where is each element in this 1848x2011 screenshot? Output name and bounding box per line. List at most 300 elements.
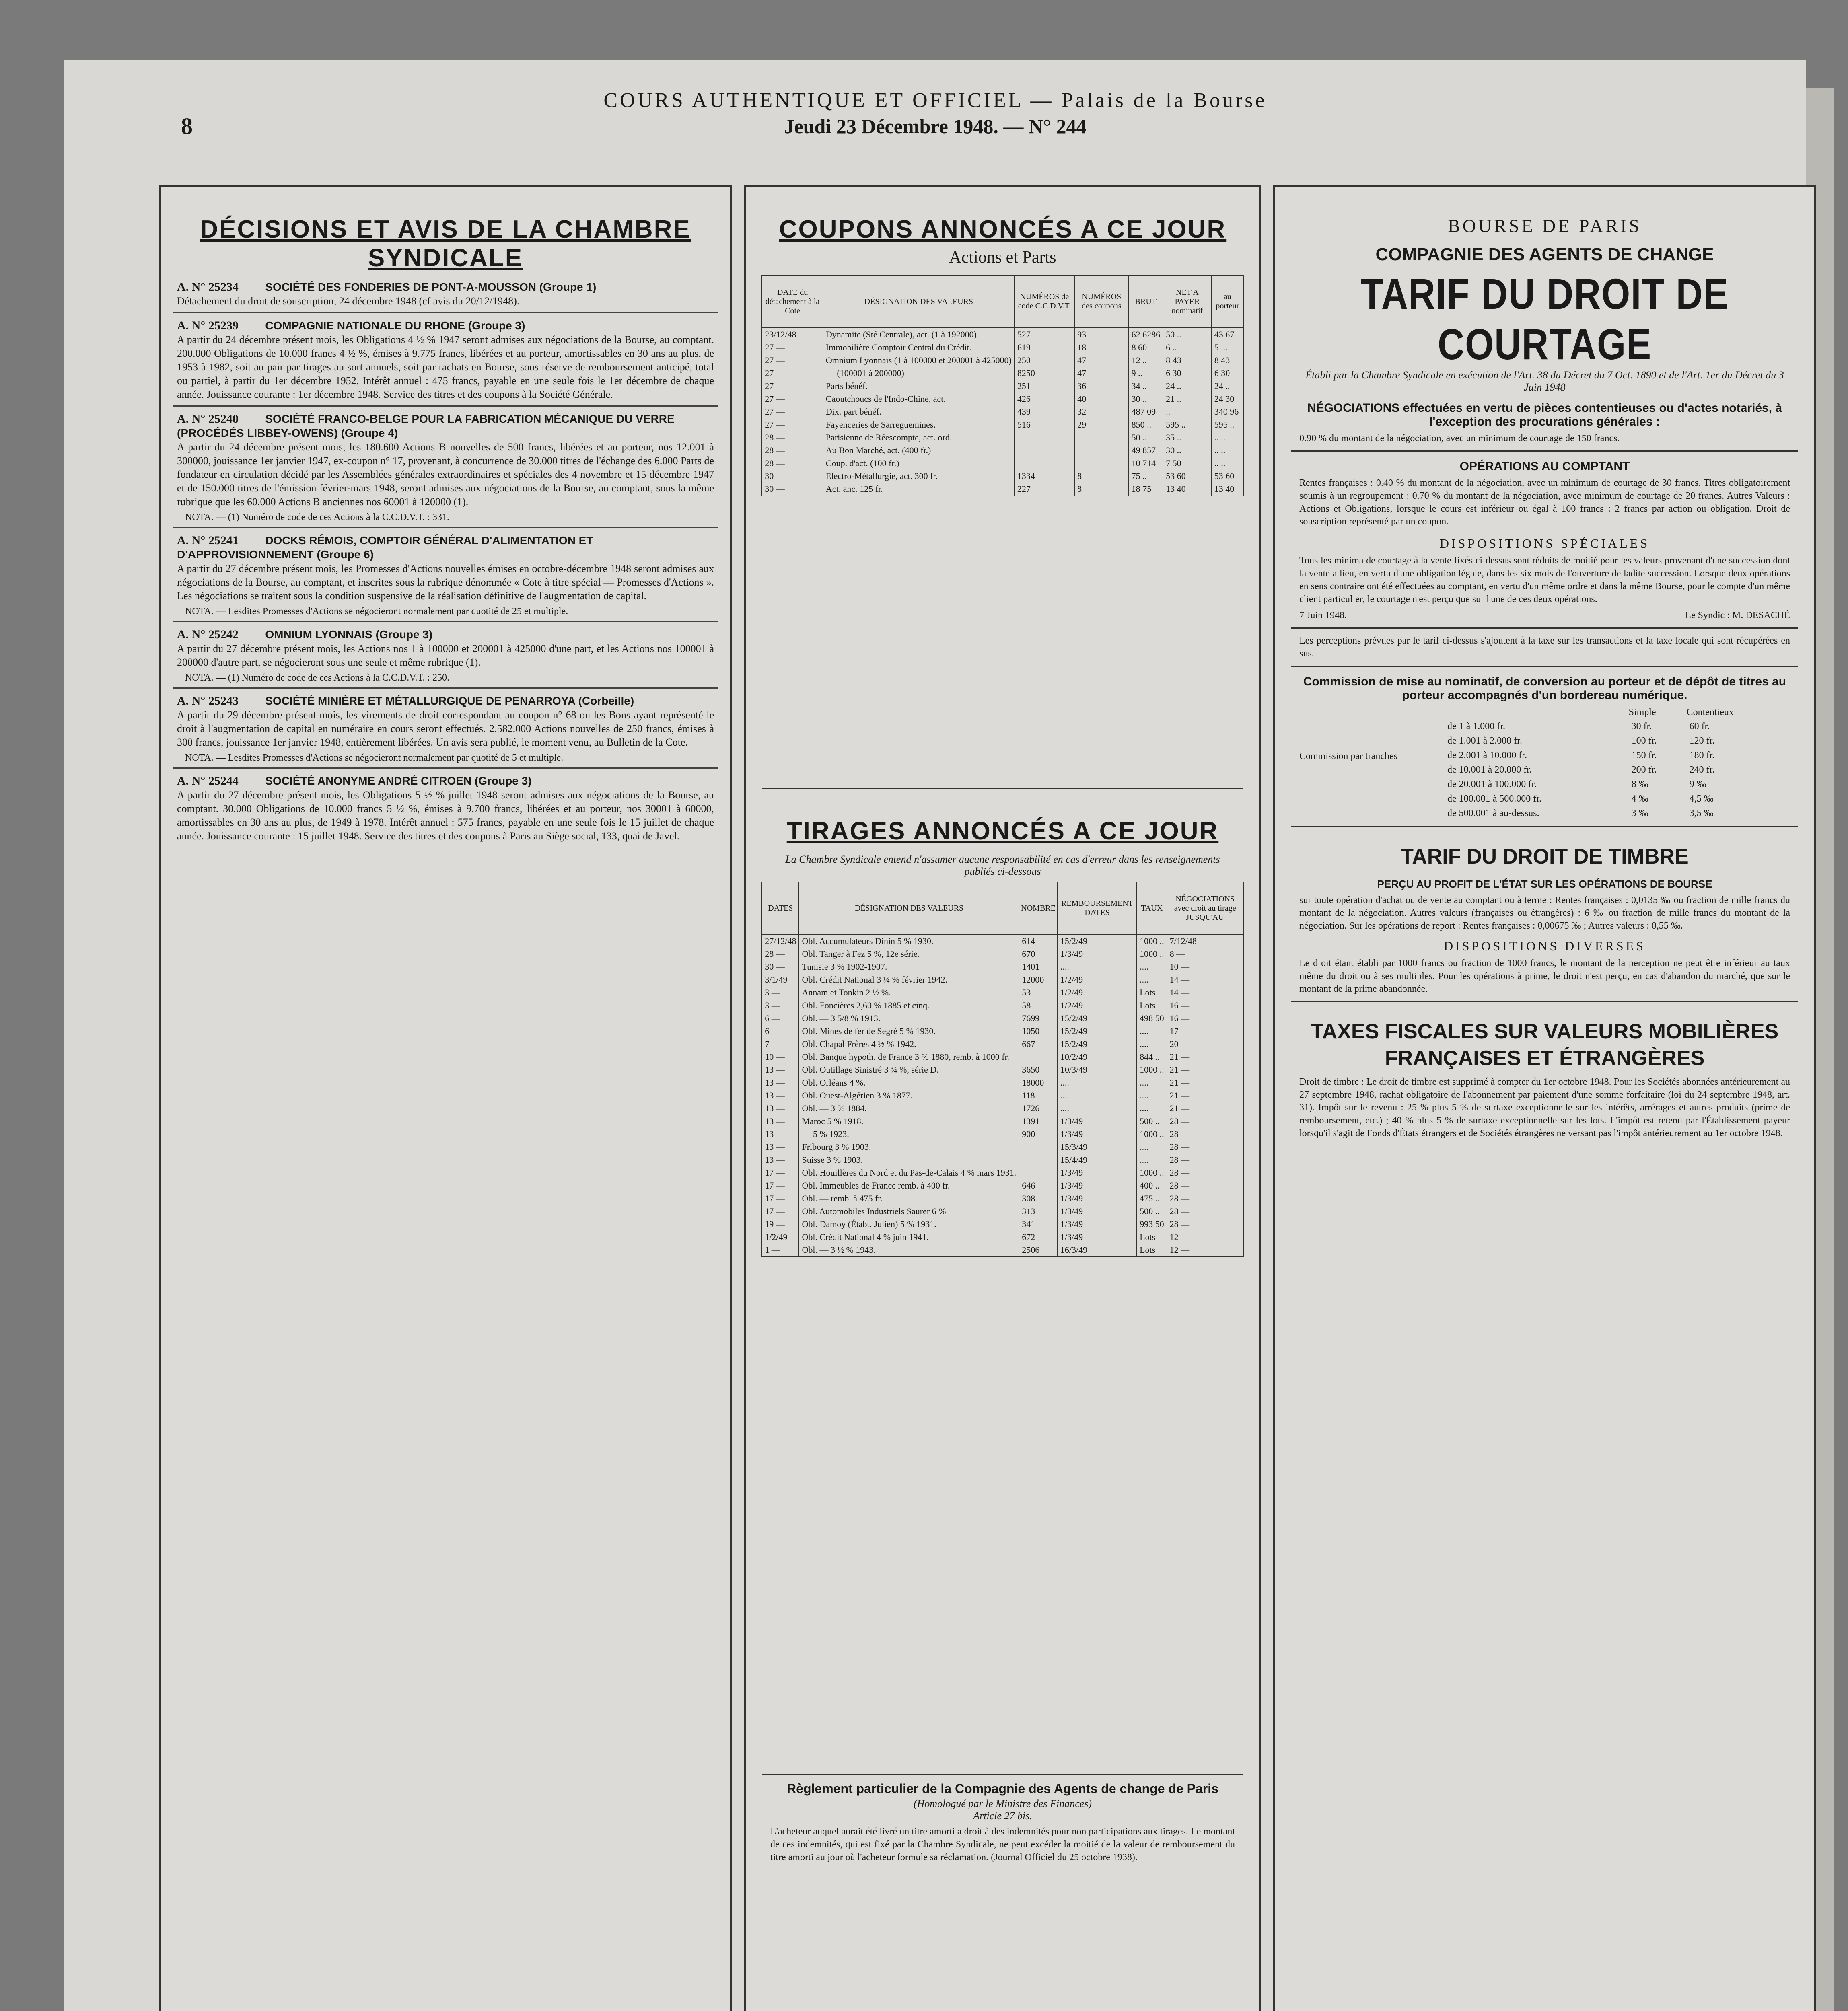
commission-cell: 30 fr. — [1631, 721, 1652, 732]
coupons-subtitle: Actions et Parts — [949, 248, 1056, 267]
coupons-cell — [1015, 431, 1074, 444]
tirages-cell: 993 50 — [1137, 1218, 1167, 1231]
reglement-subtitle: (Homologué par le Ministre des Finances) — [913, 1798, 1092, 1809]
coupons-cell: 43 67 — [1212, 328, 1243, 341]
tirages-cell: 21 — — [1167, 1076, 1243, 1089]
coupons-column-header: BRUT — [1129, 276, 1163, 328]
tirages-cell: 1401 — [1019, 960, 1058, 973]
tirages-cell: 13 — — [762, 1115, 799, 1128]
table-row — [1444, 748, 1774, 763]
coupons-cell: 30 .. — [1163, 444, 1212, 457]
coupons-cell: 30 — — [762, 483, 823, 496]
commission-title: Commission de mise au nominatif, de conversion au porteur et de dépôt de titres au porteur accompagnés d'un bordereau numérique. — [1303, 675, 1786, 702]
tirages-cell: 14 — — [1167, 986, 1243, 999]
tirages-cell: .... — [1058, 1089, 1137, 1102]
table-row — [762, 457, 1243, 470]
tirages-cell: Obl. Damoy (Étabt. Julien) 5 % 1931. — [799, 1218, 1019, 1231]
tirages-cell: Obl. Banque hypoth. de France 3 % 1880, remb. à 1000 fr. — [799, 1051, 1019, 1063]
tirages-cell: .... — [1137, 1089, 1167, 1102]
coupons-cell: 27 — — [762, 354, 823, 367]
table-row — [762, 1205, 1243, 1218]
coupons-cell: Au Bon Marché, act. (400 fr.) — [823, 444, 1015, 457]
tirages-cell: 1/3/49 — [1058, 1192, 1137, 1205]
tirages-cell: 1/3/49 — [1058, 1128, 1137, 1141]
coupons-cell: 595 .. — [1163, 418, 1212, 431]
divider — [173, 312, 718, 313]
tirages-cell: 1000 .. — [1137, 1128, 1167, 1141]
signed-date: 7 Juin 1948. — [1299, 610, 1347, 621]
table-row — [762, 1115, 1243, 1128]
notice-company: OMNIUM LYONNAIS (Groupe 3) — [265, 628, 433, 641]
table-row — [762, 999, 1243, 1012]
tirages-cell: 1/2/49 — [1058, 999, 1137, 1012]
coupons-cell: .. — [1163, 405, 1212, 418]
tirages-cell: .... — [1137, 960, 1167, 973]
commission-cell: 100 fr. — [1631, 736, 1657, 746]
tirages-cell: 7/12/48 — [1167, 934, 1243, 948]
tirages-cell: Obl. Ouest-Algérien 3 % 1877. — [799, 1089, 1019, 1102]
coupons-cell: 10 714 — [1129, 457, 1163, 470]
negociations-title: NÉGOCIATIONS effectuées en vertu de pièces contentieuses ou d'actes notariés, à l'exception des procurations générales : — [1307, 401, 1782, 428]
tirages-cell: 21 — — [1167, 1089, 1243, 1102]
nota: NOTA. — Lesdites Promesses d'Actions se négocieront normalement par quotité de 5 et multiple. — [185, 753, 564, 763]
tirages-cell: 2506 — [1019, 1244, 1058, 1257]
commission-cell: 4,5 ‰ — [1689, 794, 1714, 804]
tirages-cell: Obl. Accumulateurs Dinin 5 % 1930. — [799, 934, 1019, 948]
tirages-cell: 1/2/49 — [762, 1231, 799, 1244]
coupons-column-header: NUMÉROS de code C.C.D.V.T. — [1015, 276, 1074, 328]
table-row — [762, 470, 1243, 483]
coupons-table — [761, 275, 1244, 496]
tirages-cell: 3650 — [1019, 1063, 1058, 1076]
notice — [177, 319, 714, 401]
table-row — [762, 1141, 1243, 1154]
notice-number: A. N° 25241 — [177, 534, 239, 547]
tirages-cell: Obl. Mines de fer de Segré 5 % 1930. — [799, 1025, 1019, 1038]
coupons-cell: Dynamite (Sté Centrale), act. (1 à 192000). — [823, 328, 1015, 341]
tirages-cell: 1000 .. — [1137, 934, 1167, 948]
coupons-cell: 250 — [1015, 354, 1074, 367]
tirages-cell: Tunisie 3 % 1902-1907. — [799, 960, 1019, 973]
tirages-cell: 1/3/49 — [1058, 1115, 1137, 1128]
tirages-cell: 28 — — [1167, 1141, 1243, 1154]
divider — [173, 767, 718, 769]
tirages-cell: 400 .. — [1137, 1179, 1167, 1192]
table-row — [1444, 719, 1774, 734]
notice-company: SOCIÉTÉ ANONYME ANDRÉ CITROEN (Groupe 3) — [265, 775, 532, 787]
commission-cell: 4 ‰ — [1631, 794, 1648, 804]
dispositions-text: Tous les minima de courtage à la vente fixés ci-dessus sont réduits de moitié pour les valeurs provenant d'une succession dont la vente a lieu, en vertu d'une obligation légale, dans les six mois de l'ouverture de ladite succession. Lorsque deux opérations en sens contraire ont été effectuées au comptant, en vertu d'un même ordre et dans la même Bourse, pour le compte d'un même client particulier, le courtage n'est perçu que sur l'une de ces deux opérations. — [1299, 555, 1790, 605]
reglement-section — [746, 1781, 1259, 1864]
divider — [1291, 1001, 1798, 1002]
tirages-cell: 13 — — [762, 1141, 799, 1154]
coupons-cell: 8 43 — [1163, 354, 1212, 367]
notice-text: A partir du 27 décembre présent mois, les Actions nos 1 à 100000 et 200001 à 425000 d'une part, et les Actions nos 100001 à 200000 d'autre part, se négocieront sous une seule et même rubrique (1). — [177, 643, 714, 668]
column-tarifs — [1273, 185, 1816, 2011]
tirages-cell: 30 — — [762, 960, 799, 973]
tirages-cell: 28 — — [1167, 1115, 1243, 1128]
timbre-title: TARIF DU DROIT DE TIMBRE — [1401, 845, 1689, 868]
notice — [177, 534, 714, 603]
coupons-cell: 18 75 — [1129, 483, 1163, 496]
tirages-cell: Lots — [1137, 986, 1167, 999]
coupons-cell: 8250 — [1015, 367, 1074, 380]
column-decisions — [159, 185, 732, 2011]
tirages-cell: 19 — — [762, 1218, 799, 1231]
tirages-cell: 18000 — [1019, 1076, 1058, 1089]
notice-number: A. N° 25239 — [177, 319, 239, 332]
coupons-cell: 27 — — [762, 418, 823, 431]
blank-space — [746, 500, 1259, 782]
table-row — [762, 1231, 1243, 1244]
table-row — [762, 418, 1243, 431]
tirages-cell: 3/1/49 — [762, 973, 799, 986]
coupons-cell: Parts bénéf. — [823, 380, 1015, 393]
tirages-cell: 8 — — [1167, 948, 1243, 960]
tirages-cell: 28 — — [1167, 1192, 1243, 1205]
coupons-cell: — (100001 à 200000) — [823, 367, 1015, 380]
coupons-cell — [1015, 444, 1074, 457]
divider — [173, 405, 718, 407]
tirages-cell: .... — [1058, 1102, 1137, 1115]
commission-cell: 60 fr. — [1689, 721, 1710, 732]
notice — [177, 774, 714, 843]
coupons-cell: 28 — — [762, 457, 823, 470]
signature-line — [1299, 609, 1790, 622]
coupons-cell: 7 50 — [1163, 457, 1212, 470]
coupons-column-header: DÉSIGNATION DES VALEURS — [823, 276, 1015, 328]
tirages-cell: 500 .. — [1137, 1115, 1167, 1128]
reglement-text: L'acheteur auquel aurait été livré un titre amorti a droit à des indemnités pour non participations aux tirages. Le montant de ces indemnités, qui est fixé par la Chambre Syndicale, ne peut excéder la moitié de la valeur de remboursement du titre amorti au jour où l'acheteur formule sa réclamation. (Journal Officiel du 25 octobre 1938). — [770, 1826, 1235, 1863]
commission-cell: 150 fr. — [1631, 750, 1657, 761]
coupons-cell: 30 — — [762, 470, 823, 483]
commission-cell: 200 fr. — [1631, 765, 1657, 775]
tirages-cell: Obl. Tanger à Fez 5 %, 12e série. — [799, 948, 1019, 960]
coupons-cell: 439 — [1015, 405, 1074, 418]
diverses-text: Le droit étant établi par 1000 francs ou fraction de 1000 francs, le montant de la perception ne peut être inférieur au taux même du droit ou à ses multiples. Pour les opérations à prime, le droit n'est perçu, en cas d'abandon du marché, que sur le montant de la prime abandonnée. — [1299, 958, 1790, 994]
commission-label: Commission par tranches — [1299, 751, 1397, 761]
tirages-cell: 1/3/49 — [1058, 1231, 1137, 1244]
notice-text: A partir du 24 décembre présent mois, les Obligations 4 ½ % 1947 seront admises aux négociations de la Bourse, au comptant. 200.000 Obligations de 10.000 francs 4 ½ %, émises à 9.775 francs, libérées et au porteur, amortissables en 30 ans au plus, de 1953 à 1982, soit au pair par tirages au sort annuels, soit par rachats en Bourse, sous réserve de remboursement anticipé, total ou partiel, à partir du 1er décembre 1952. Intérêt annuel : 475 francs, payable en une seule fois le 1er décembre de chaque année. Jouissance courante : 1er décembre 1948. Service des titres et des coupons à la Société Générale. — [177, 334, 714, 400]
tirages-cell: 17 — — [762, 1205, 799, 1218]
tirages-cell: 6 — — [762, 1012, 799, 1025]
tirages-cell: 1000 .. — [1137, 1063, 1167, 1076]
notice-number: A. N° 25243 — [177, 694, 239, 707]
coupons-cell: 527 — [1015, 328, 1074, 341]
tirages-cell: Fribourg 3 % 1903. — [799, 1141, 1019, 1154]
coupons-cell: Omnium Lyonnais (1 à 100000 et 200001 à 425000) — [823, 354, 1015, 367]
tirages-cell: 16 — — [1167, 999, 1243, 1012]
notice-number: A. N° 25234 — [177, 280, 239, 294]
table-row — [762, 1089, 1243, 1102]
commission-cell: 120 fr. — [1689, 736, 1715, 746]
tirages-cell: 21 — — [1167, 1063, 1243, 1076]
coupons-cell: 619 — [1015, 341, 1074, 354]
commission-block — [1299, 705, 1790, 820]
table-row — [1444, 763, 1774, 777]
table-row — [762, 367, 1243, 380]
notice-number: A. N° 25242 — [177, 628, 239, 641]
tirages-cell: .... — [1058, 1076, 1137, 1089]
table-row — [762, 431, 1243, 444]
coupons-cell: 34 .. — [1129, 380, 1163, 393]
coupons-cell: Dix. part bénéf. — [823, 405, 1015, 418]
tirages-column-header: REMBOURSEMENT DATES — [1058, 882, 1137, 934]
table-row — [762, 1038, 1243, 1051]
commission-table — [1444, 705, 1774, 820]
coupons-cell — [1015, 457, 1074, 470]
tirages-cell: 313 — [1019, 1205, 1058, 1218]
coupons-cell: 32 — [1074, 405, 1128, 418]
tirages-column-header: NÉGOCIATIONS avec droit au tirage JUSQU'AU — [1167, 882, 1243, 934]
table-row — [762, 1154, 1243, 1166]
tirages-cell: Lots — [1137, 999, 1167, 1012]
coupons-column-header: au porteur — [1212, 276, 1243, 328]
commission-cell: de 10.001 à 20.000 fr. — [1447, 765, 1532, 775]
tirages-cell: 500 .. — [1137, 1205, 1167, 1218]
tirages-cell: .... — [1058, 960, 1137, 973]
tirages-cell: 1726 — [1019, 1102, 1058, 1115]
table-row — [1444, 734, 1774, 748]
tirages-cell: 7699 — [1019, 1012, 1058, 1025]
commission-cell: 8 ‰ — [1631, 779, 1648, 790]
tirages-cell — [1019, 1166, 1058, 1179]
commission-cell: de 1 à 1.000 fr. — [1447, 721, 1505, 732]
tirages-title: TIRAGES ANNONCÉS A CE JOUR — [786, 817, 1219, 845]
table-row — [762, 1179, 1243, 1192]
table-row — [762, 328, 1243, 341]
tirages-cell: 28 — — [1167, 1218, 1243, 1231]
tirages-cell: 28 — — [762, 948, 799, 960]
comptant-title: OPÉRATIONS AU COMPTANT — [1459, 460, 1630, 473]
coupons-cell: Caoutchoucs de l'Indo-Chine, act. — [823, 393, 1015, 405]
tirages-cell — [1019, 1141, 1058, 1154]
tirages-cell: 17 — — [1167, 1025, 1243, 1038]
tirages-cell: 498 50 — [1137, 1012, 1167, 1025]
coupons-cell: 35 .. — [1163, 431, 1212, 444]
tirages-column-header: TAUX — [1137, 882, 1167, 934]
notice-company: DOCKS RÉMOIS, COMPTOIR GÉNÉRAL D'ALIMENTATION ET D'APPROVISIONNEMENT (Groupe 6) — [177, 534, 593, 561]
tirages-subtitle: La Chambre Syndicale entend n'assumer aucune responsabilité en cas d'erreur dans les renseignements publiés ci-dessous — [785, 853, 1220, 877]
tirages-cell: 3 — — [762, 999, 799, 1012]
coupons-cell — [1074, 444, 1128, 457]
tirages-cell: 900 — [1019, 1128, 1058, 1141]
tirages-cell: 28 — — [1167, 1128, 1243, 1141]
tirages-cell: 58 — [1019, 999, 1058, 1012]
coupons-cell: 487 09 — [1129, 405, 1163, 418]
tirages-cell: 1391 — [1019, 1115, 1058, 1128]
coupons-cell: 6 .. — [1163, 341, 1212, 354]
tarif-subtitle: Établi par la Chambre Syndicale en exécution de l'Art. 38 du Décret du 7 Oct. 1890 et de l'Art. 1er du Décret du 3 Juin 1948 — [1305, 369, 1784, 393]
divider — [1291, 826, 1798, 827]
coupons-cell: 28 — — [762, 444, 823, 457]
tirages-cell: 1 — — [762, 1244, 799, 1257]
table-row — [762, 960, 1243, 973]
coupons-cell: 6 30 — [1163, 367, 1212, 380]
tirages-cell: 475 .. — [1137, 1192, 1167, 1205]
coupons-cell: 27 — — [762, 393, 823, 405]
coupons-cell: 27 — — [762, 380, 823, 393]
table-row — [762, 1128, 1243, 1141]
coupons-cell: Electro-Métallurgie, act. 300 fr. — [823, 470, 1015, 483]
tirages-cell: 13 — — [762, 1063, 799, 1076]
tirages-cell: 28 — — [1167, 1179, 1243, 1192]
divider — [1291, 627, 1798, 629]
tirages-cell: 21 — — [1167, 1051, 1243, 1063]
coupons-cell: 1334 — [1015, 470, 1074, 483]
coupons-column-header: NUMÉROS des coupons — [1074, 276, 1128, 328]
tirages-cell: 1000 .. — [1137, 948, 1167, 960]
commission-cell: 180 fr. — [1689, 750, 1715, 761]
table-row — [762, 1063, 1243, 1076]
coupons-cell: 29 — [1074, 418, 1128, 431]
negociations-text: 0.90 % du montant de la négociation, avec un minimum de courtage de 150 francs. — [1299, 433, 1620, 444]
nota: NOTA. — Lesdites Promesses d'Actions se négocieront normalement par quotité de 25 et multiple. — [185, 606, 568, 617]
table-row — [762, 986, 1243, 999]
bourse-heading: BOURSE DE PARIS — [1448, 216, 1642, 236]
tirages-cell: Obl. — 3 % 1884. — [799, 1102, 1019, 1115]
notice-company: COMPAGNIE NATIONALE DU RHONE (Groupe 3) — [265, 319, 525, 332]
tirages-cell: .... — [1137, 1141, 1167, 1154]
tirages-cell: 667 — [1019, 1038, 1058, 1051]
tirages-cell: 7 — — [762, 1038, 799, 1051]
table-row — [762, 1166, 1243, 1179]
table-row — [762, 973, 1243, 986]
notice — [177, 694, 714, 749]
coupons-cell: 27 — — [762, 405, 823, 418]
coupons-cell — [1074, 431, 1128, 444]
coupons-cell: 27 — — [762, 367, 823, 380]
diverses-title: DISPOSITIONS DIVERSES — [1443, 939, 1646, 953]
tirages-cell: Lots — [1137, 1231, 1167, 1244]
coupons-cell: 12 .. — [1129, 354, 1163, 367]
coupons-cell: 516 — [1015, 418, 1074, 431]
table-row — [1444, 777, 1774, 792]
coupons-cell: 28 — — [762, 431, 823, 444]
nota: NOTA. — (1) Numéro de code de ces Actions à la C.C.D.V.T. : 250. — [185, 672, 450, 683]
coupons-cell: 9 .. — [1129, 367, 1163, 380]
tirages-cell: 15/2/49 — [1058, 934, 1137, 948]
tirages-table — [761, 882, 1244, 1257]
tirages-cell: 15/4/49 — [1058, 1154, 1137, 1166]
tirages-cell: 13 — — [762, 1102, 799, 1115]
tirages-cell: Obl. Chapal Frères 4 ½ % 1942. — [799, 1038, 1019, 1051]
comptant-text: Rentes françaises : 0.40 % du montant de la négociation, avec un minimum de courtage de 30 francs. Titres obligatoirement soumis à un regroupement : 0.70 % du montant de la négociation, avec minimum de courtage de 20 francs. Autres Valeurs : Actions et Obligations, lorsque le cours est inférieur ou égal à 100 francs : 2 francs par action ou obligation. Droit de souscription représenté par un coupon. — [1299, 478, 1790, 527]
commission-cell: 3,5 ‰ — [1689, 808, 1714, 818]
coupons-cell: Coup. d'act. (100 fr.) — [823, 457, 1015, 470]
coupons-cell: Act. anc. 125 fr. — [823, 483, 1015, 496]
tirages-cell: Maroc 5 % 1918. — [799, 1115, 1019, 1128]
table-row — [762, 1218, 1243, 1231]
divider — [173, 621, 718, 622]
tirages-cell: 53 — [1019, 986, 1058, 999]
coupons-cell: 24 .. — [1212, 380, 1243, 393]
tirages-cell: 28 — — [1167, 1205, 1243, 1218]
divider — [762, 1774, 1243, 1775]
coupons-cell — [1074, 457, 1128, 470]
tirages-cell: Obl. Crédit National 4 % juin 1941. — [799, 1231, 1019, 1244]
tirages-cell: 844 .. — [1137, 1051, 1167, 1063]
notice-text: A partir du 27 décembre présent mois, les Promesses d'Actions nouvelles émises en octobre-décembre 1948 seront admises aux négociations de la Bourse, au comptant, et inscrites sous la rubrique dénommée « Cote à titre spécial — Promesses d'Actions ». Les négociations se traitent sous la condition suspensive de la réalisation définitive de l'augmentation de capital. — [177, 563, 714, 602]
tirages-cell: Obl. — 3 ½ % 1943. — [799, 1244, 1019, 1257]
tirages-cell: Obl. Houillères du Nord et du Pas-de-Calais 4 % mars 1931. — [799, 1166, 1019, 1179]
tirages-cell: 1/3/49 — [1058, 1179, 1137, 1192]
tirages-cell: Obl. — 3 5/8 % 1913. — [799, 1012, 1019, 1025]
dispositions-title: DISPOSITIONS SPÉCIALES — [1439, 536, 1650, 551]
coupons-cell: 251 — [1015, 380, 1074, 393]
tirages-cell: 1/2/49 — [1058, 986, 1137, 999]
tirages-cell: 17 — — [762, 1166, 799, 1179]
tirages-cell: 6 — — [762, 1025, 799, 1038]
table-row — [762, 483, 1243, 496]
tirages-cell: 12000 — [1019, 973, 1058, 986]
notice — [177, 628, 714, 669]
coupons-cell: 6 30 — [1212, 367, 1243, 380]
newspaper-page — [64, 60, 1806, 2011]
notice-number: A. N° 25240 — [177, 412, 239, 426]
coupons-cell: 40 — [1074, 393, 1128, 405]
reglement-title: Règlement particulier de la Compagnie des Agents de change de Paris — [787, 1781, 1218, 1796]
tirages-cell: 1/3/49 — [1058, 1205, 1137, 1218]
tirages-cell: 1050 — [1019, 1025, 1058, 1038]
coupons-cell: 47 — [1074, 367, 1128, 380]
coupons-cell: 23/12/48 — [762, 328, 823, 341]
notice — [177, 280, 714, 308]
coupons-cell: 8 60 — [1129, 341, 1163, 354]
coupons-cell: .. .. — [1212, 431, 1243, 444]
tirages-cell: 20 — — [1167, 1038, 1243, 1051]
coupons-cell: Parisienne de Réescompte, act. ord. — [823, 431, 1015, 444]
commission-cell: de 500.001 à au-dessus. — [1447, 808, 1539, 818]
tirages-cell: Obl. Foncières 2,60 % 1885 et cinq. — [799, 999, 1019, 1012]
commission-cell: 9 ‰ — [1689, 779, 1706, 790]
divider — [1291, 450, 1798, 452]
table-row — [762, 934, 1243, 948]
tirages-cell: Obl. Orléans 4 %. — [799, 1076, 1019, 1089]
divider — [1291, 666, 1798, 667]
divider — [173, 687, 718, 689]
tirages-cell: 1/3/49 — [1058, 1218, 1137, 1231]
coupons-cell: 13 40 — [1212, 483, 1243, 496]
coupons-cell: 27 — — [762, 341, 823, 354]
table-row — [762, 1076, 1243, 1089]
tirages-cell: 308 — [1019, 1192, 1058, 1205]
tirages-cell: .... — [1137, 1154, 1167, 1166]
table-row — [762, 405, 1243, 418]
coupons-cell: 47 — [1074, 354, 1128, 367]
signed-by: Le Syndic : M. DESACHÉ — [1685, 610, 1790, 621]
compagnie-heading: COMPAGNIE DES AGENTS DE CHANGE — [1375, 245, 1714, 264]
taxes-title: TAXES FISCALES SUR VALEURS MOBILIÈRES FRANÇAISES ET ÉTRANGÈRES — [1311, 1020, 1779, 1070]
nota: NOTA. — (1) Numéro de code de ces Actions à la C.C.D.V.T. : 331. — [185, 512, 450, 522]
coupons-cell: 5 ... — [1212, 341, 1243, 354]
tirages-cell: 646 — [1019, 1179, 1058, 1192]
taxes-text: Droit de timbre : Le droit de timbre est supprimé à compter du 1er octobre 1948. Pour les Sociétés abonnées antérieurement au 27 septembre 1948, rachat obligatoire de l'abonnement par paiement d'une somme forfaitaire (loi du 24 septembre 1948, art. 31). Impôt sur le revenu : 25 % plus 5 % de surtaxe exceptionnelle sur les intérêts, arrérages et autres produits (prime de remboursement, etc.) ; 40 % plus 5 % de surtaxe exceptionnelle sur les lots. L'impôt est retenu par l'Établissement payeur lorsqu'il s'agit de Fonds d'États étrangers et de Sociétés étrangères ne versant pas l'impôt antérieurement au 1er octobre 1948. — [1299, 1077, 1790, 1139]
tirages-cell: Lots — [1137, 1244, 1167, 1257]
tirages-cell: 10 — — [1167, 960, 1243, 973]
tirages-cell: .... — [1137, 973, 1167, 986]
coupons-cell: 13 40 — [1163, 483, 1212, 496]
coupons-cell: 50 .. — [1163, 328, 1212, 341]
column-coupons-tirages — [744, 185, 1261, 2011]
perceptions-text: Les perceptions prévues par le tarif ci-dessus s'ajoutent à la taxe sur les transactions et la taxe locale qui sont récupérées en sus. — [1299, 635, 1790, 659]
coupons-cell: 8 — [1074, 470, 1128, 483]
commission-header-contentieux: Contentieux — [1686, 707, 1734, 718]
table-row — [762, 1244, 1243, 1257]
page-date: Jeudi 23 Décembre 1948. — N° 244 — [784, 115, 1087, 138]
commission-cell: de 2.001 à 10.000 fr. — [1447, 750, 1527, 761]
table-row — [1444, 792, 1774, 806]
